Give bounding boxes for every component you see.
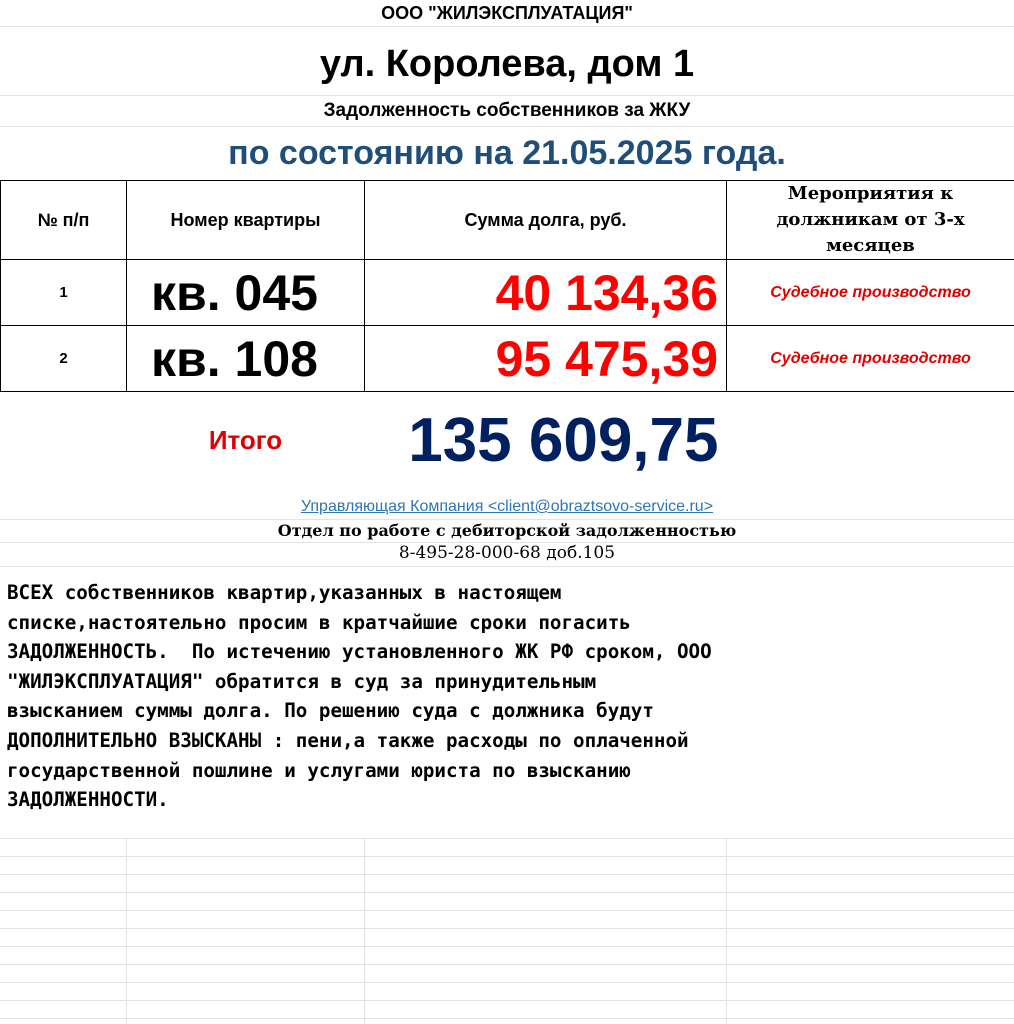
company-email-link[interactable]: Управляющая Компания <client@obraztsovo-service.ru> bbox=[300, 498, 714, 515]
total-empty-cell bbox=[727, 392, 1014, 489]
contact-phone: 8-495-28-000-68 доб.105 bbox=[398, 543, 616, 563]
contact-link-row bbox=[0, 494, 1014, 520]
building-address: ул. Королева, дом 1 bbox=[319, 42, 695, 85]
department-name: Отдел по работе с дебиторской задолженностью bbox=[277, 520, 737, 540]
total-row bbox=[1, 392, 1014, 489]
total-empty-cell bbox=[1, 392, 127, 489]
col-header-amount: Сумма долга, руб. bbox=[365, 181, 727, 260]
debt-amount: 40 134,36 bbox=[365, 260, 727, 326]
row-number: 1 bbox=[1, 260, 127, 326]
debt-notice bbox=[7, 578, 1007, 815]
debt-measure: Судебное производство bbox=[727, 260, 1014, 326]
notice-line: ЗАДОЛЖЕННОСТИ. bbox=[7, 788, 169, 812]
debt-table bbox=[0, 180, 1014, 488]
total-label: Итого bbox=[208, 424, 283, 455]
notice-line: списке,настоятельно просим в кратчайшие сроки погасить bbox=[7, 610, 631, 634]
company-name: ООО "ЖИЛЭКСПЛУАТАЦИЯ" bbox=[381, 2, 633, 23]
apartment-number: кв. 045 bbox=[127, 260, 365, 326]
col-header-apartment: Номер квартиры bbox=[127, 181, 365, 260]
notice-line: ВСЕХ собственников квартир,указанных в настоящем bbox=[7, 581, 562, 604]
col-header-measures-line: Мероприятия к bbox=[787, 183, 954, 204]
col-header-measures-line: должникам от 3-х bbox=[776, 209, 965, 230]
notice-line: ЗАДОЛЖЕННОСТЬ. По истечению установленного ЖК РФ сроком, ООО bbox=[7, 640, 712, 664]
col-header-measures bbox=[727, 181, 1014, 260]
col-header-measures-line: месяцев bbox=[826, 235, 915, 256]
table-header-row bbox=[1, 181, 1014, 260]
notice-line: государственной пошлине и услугами юриста по взысканию bbox=[7, 758, 631, 782]
debt-measure: Судебное производство bbox=[727, 326, 1014, 392]
report-date: по состоянию на 21.05.2025 года. bbox=[228, 133, 786, 172]
debt-amount: 95 475,39 bbox=[365, 326, 727, 392]
notice-line: взысканием суммы долга. По решению суда с должника будут bbox=[7, 699, 654, 723]
col-header-num: № п/п bbox=[1, 181, 127, 260]
notice-line: ДОПОЛНИТЕЛЬНО ВЗЫСКАНЫ : пени,а также расходы по оплаченной bbox=[7, 728, 689, 752]
total-amount: 135 609,75 bbox=[408, 405, 719, 475]
table-row bbox=[1, 326, 1014, 392]
report-subtitle: Задолженность собственников за ЖКУ bbox=[323, 100, 691, 121]
apartment-number: кв. 108 bbox=[127, 326, 365, 392]
row-number: 2 bbox=[1, 326, 127, 392]
table-row bbox=[1, 260, 1014, 326]
notice-line: "ЖИЛЭКСПЛУАТАЦИЯ" обратится в суд за принудительным bbox=[7, 669, 597, 693]
